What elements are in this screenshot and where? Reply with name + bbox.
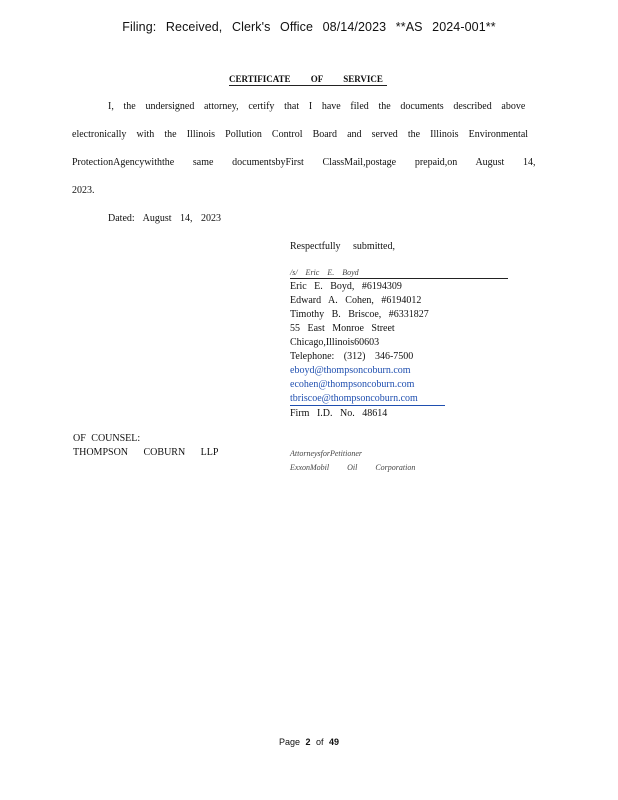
page-total: 49: [329, 737, 340, 747]
closing-text: Respectfully submitted,: [290, 241, 395, 252]
signature-line: /s/ Eric E. Boyd: [290, 268, 508, 279]
attorneys-for: AttorneysforPetitioner: [290, 449, 362, 458]
address-street: 55 East Monroe Street: [290, 323, 395, 334]
signature-block: [290, 280, 445, 421]
attorney-3: Timothy B. Briscoe, #6331827: [290, 309, 429, 320]
filing-header: Filing: Received, Clerk's Office 08/14/2023 **AS 2024-001**: [122, 20, 496, 34]
firm-id: Firm I.D. No. 48614: [290, 408, 388, 419]
of-label: of: [316, 737, 324, 747]
of-counsel-label: OF COUNSEL:: [73, 433, 141, 444]
page-label: Page: [278, 737, 300, 747]
body-line-2: electronically with the Illinois Pollution Control Board and served the Illinois Environmental: [72, 129, 529, 140]
body-line-1: I, the undersigned attorney, certify that I have filed the documents described above: [108, 101, 526, 112]
dated-line: Dated: August 14, 2023: [108, 213, 221, 224]
body-line-3: ProtectionAgencywiththe same documentsbyFirst ClassMail,postage prepaid,on August 14,: [72, 157, 536, 168]
email-link-2[interactable]: ecohen@thompsoncoburn.com: [290, 379, 415, 390]
firm-name: THOMPSON COBURN LLP: [73, 447, 219, 458]
attorney-1: Eric E. Boyd, #6194309: [290, 281, 402, 292]
page-footer: [0, 737, 618, 747]
certificate-title: CERTIFICATE OF SERVICE: [229, 74, 387, 86]
email-link-1[interactable]: eboyd@thompsoncoburn.com: [290, 365, 411, 376]
email-link-3[interactable]: tbriscoe@thompsoncoburn.com: [290, 392, 445, 406]
attorney-2: Edward A. Cohen, #6194012: [290, 295, 422, 306]
client-name: ExxonMobil Oil Corporation: [290, 463, 416, 472]
page-number: 2: [305, 737, 311, 747]
address-city: Chicago,Illinois60603: [290, 337, 380, 348]
body-line-4: 2023.: [72, 185, 95, 196]
telephone: Telephone: (312) 346-7500: [290, 351, 414, 362]
